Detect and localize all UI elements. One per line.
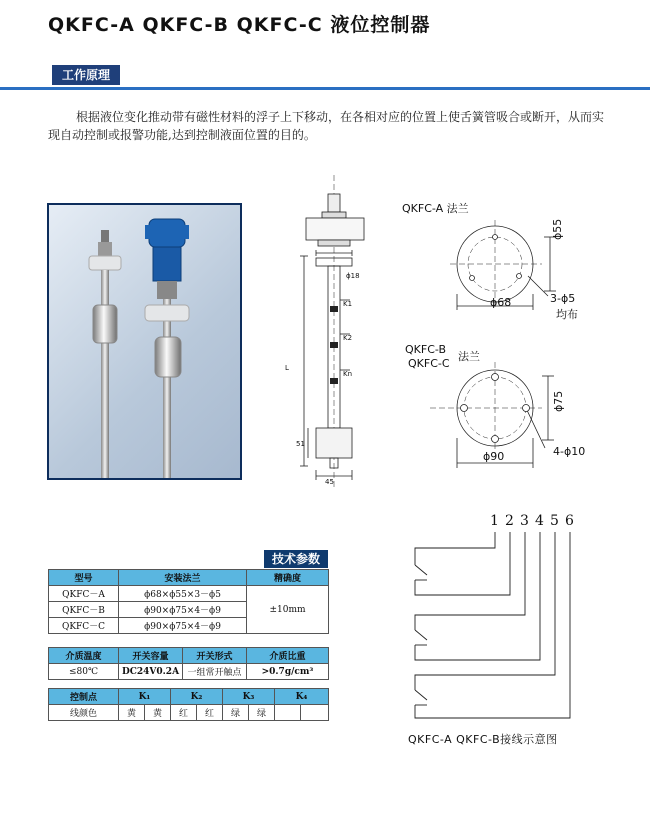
wire-color-k3-a: 绿 bbox=[223, 705, 249, 721]
th-k4: K₄ bbox=[275, 689, 329, 705]
flange-c-label: QKFC-C bbox=[408, 357, 450, 370]
th-switch-type: 开关形式 bbox=[183, 648, 247, 664]
flange-bc-dim-90: ϕ90 bbox=[483, 450, 505, 463]
tech-table-electrical bbox=[48, 647, 329, 680]
th-flange: 安装法兰 bbox=[119, 570, 247, 586]
model-b: QKFC－B bbox=[49, 602, 119, 618]
label-kn: Kn bbox=[343, 370, 353, 378]
flange-a-dim-55: ϕ55 bbox=[551, 218, 564, 240]
pin-5: 5 bbox=[550, 513, 559, 529]
wire-color-k4-a bbox=[275, 705, 301, 721]
tech-table-wire-colors bbox=[48, 688, 329, 721]
th-k3: K₃ bbox=[223, 689, 275, 705]
flange-spec-b: ϕ90×ϕ75×4－ϕ9 bbox=[119, 602, 247, 618]
pin-6: 6 bbox=[565, 513, 574, 529]
flange-a-label: QKFC-A 法兰 bbox=[402, 202, 469, 215]
medium-temp-value: ≤80℃ bbox=[49, 664, 119, 680]
th-model: 型号 bbox=[49, 570, 119, 586]
th-control-point: 控制点 bbox=[49, 689, 119, 705]
label-k2: K2 bbox=[343, 334, 353, 342]
flange-bc-holes: 4-ϕ10 bbox=[553, 445, 586, 458]
flange-spec-c: ϕ90×ϕ75×4－ϕ9 bbox=[119, 618, 247, 634]
model-a: QKFC－A bbox=[49, 586, 119, 602]
tech-params-header: 技术参数 bbox=[264, 550, 328, 568]
wire-color-k4-b bbox=[301, 705, 329, 721]
wire-color-k1-a: 黄 bbox=[119, 705, 145, 721]
wire-color-k2-a: 红 bbox=[171, 705, 197, 721]
dim-length-l: L bbox=[285, 364, 289, 372]
th-switch-capacity: 开关容量 bbox=[119, 648, 183, 664]
dim-width-45: 45 bbox=[325, 478, 334, 486]
flange-a-holes-note: 均布 bbox=[556, 308, 578, 321]
wiring-diagram bbox=[405, 530, 585, 720]
flange-a-holes: 3-ϕ5 bbox=[550, 292, 576, 305]
wire-color-label: 线颜色 bbox=[49, 705, 119, 721]
th-accuracy: 精确度 bbox=[247, 570, 329, 586]
flange-bc-dim-75: ϕ75 bbox=[552, 390, 565, 412]
th-k1: K₁ bbox=[119, 689, 171, 705]
model-c: QKFC－C bbox=[49, 618, 119, 634]
pin-1: 1 bbox=[490, 513, 499, 529]
product-photo bbox=[47, 203, 242, 480]
intro-paragraph: 根据液位变化推动带有磁性材料的浮子上下移动，在各相对应的位置上使舌簧管吸合或断开，从而实现自动控制或报警功能,达到控制液面位置的目的。 bbox=[48, 110, 605, 142]
dim-height-51: 51 bbox=[296, 440, 305, 448]
switch-type-value: 一组常开触点 bbox=[183, 664, 247, 680]
switch-capacity-value: DC24V0.2A bbox=[119, 664, 183, 680]
wire-color-k1-b: 黄 bbox=[145, 705, 171, 721]
product-photo-illustration bbox=[49, 205, 242, 480]
flange-spec-a: ϕ68×ϕ55×3－ϕ5 bbox=[119, 586, 247, 602]
wiring-caption: QKFC-A QKFC-B接线示意图 bbox=[408, 733, 558, 746]
title-divider bbox=[0, 87, 650, 90]
flange-b-label: QKFC-B bbox=[405, 343, 447, 356]
tech-table-models bbox=[48, 569, 329, 634]
accuracy-value: ±10mm bbox=[247, 586, 329, 634]
pin-3: 3 bbox=[520, 513, 529, 529]
section-tag-working-principle: 工作原理 bbox=[52, 65, 120, 85]
pin-4: 4 bbox=[535, 513, 544, 529]
page-title: QKFC-A QKFC-B QKFC-C 液位控制器 bbox=[48, 14, 431, 36]
flange-bc-title: 法兰 bbox=[458, 350, 480, 363]
flange-a-dim-68: ϕ68 bbox=[490, 296, 512, 309]
label-k1: K1 bbox=[343, 300, 353, 308]
th-medium-temp: 介质温度 bbox=[49, 648, 119, 664]
medium-density-value: >0.7g/cm³ bbox=[247, 664, 329, 680]
wiring-pin-labels bbox=[490, 513, 580, 531]
wire-color-k3-b: 绿 bbox=[249, 705, 275, 721]
wire-color-k2-b: 红 bbox=[197, 705, 223, 721]
th-medium-density: 介质比重 bbox=[247, 648, 329, 664]
th-k2: K₂ bbox=[171, 689, 223, 705]
dim-d18: ϕ18 bbox=[346, 272, 360, 280]
pin-2: 2 bbox=[505, 513, 514, 529]
